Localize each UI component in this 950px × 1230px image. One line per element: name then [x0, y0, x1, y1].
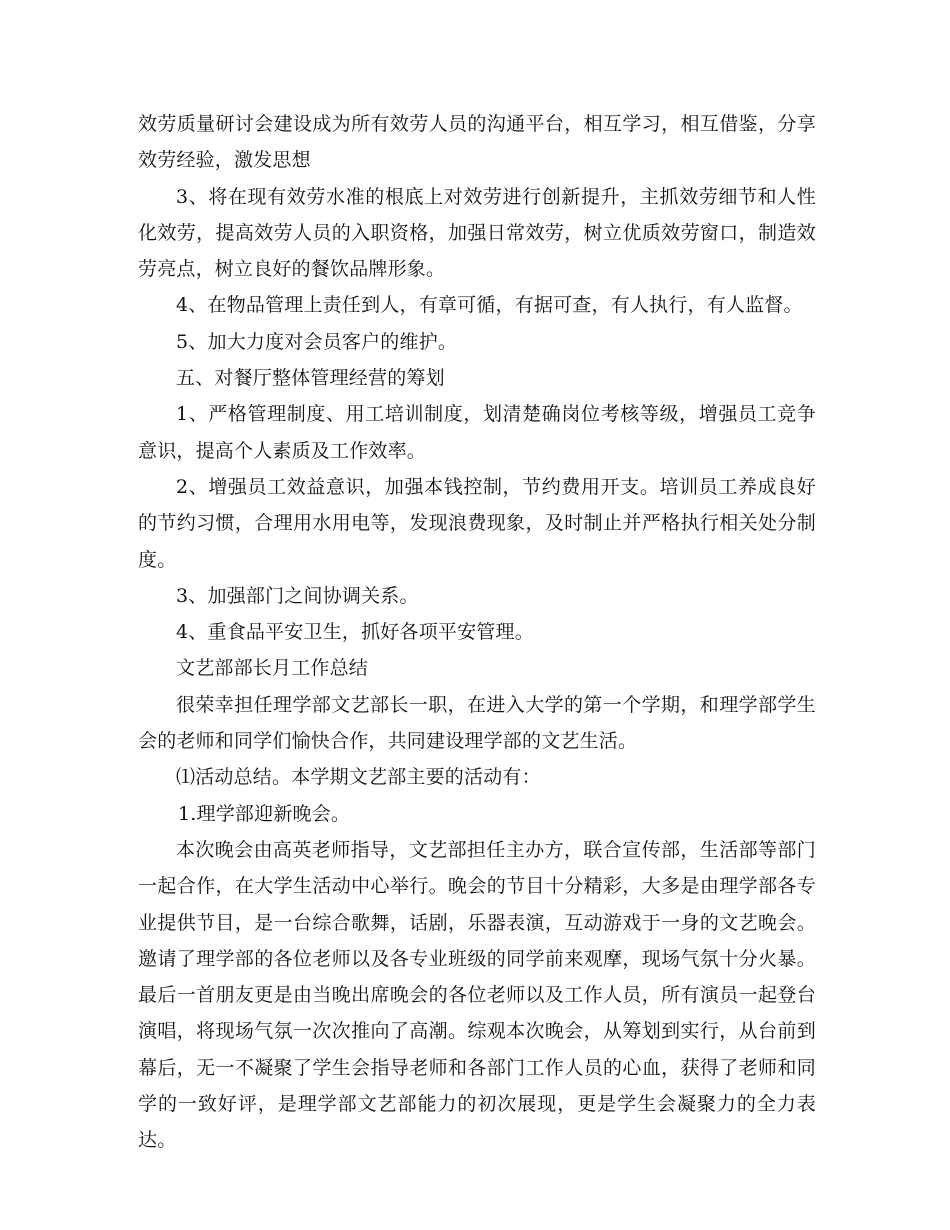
paragraph-mgmt-1: 1、严格管理制度、用工培训制度，划清楚确岗位考核等级，增强员工竞争意识，提高个人素质及工作效率。: [138, 403, 816, 462]
paragraph-activity-1: 1.理学部迎新晚会。: [178, 802, 351, 825]
paragraph-item-3: 3、将在现有效劳水准的根底上对效劳进行创新提升，主抓效劳细节和人性化效劳，提高效劳人员的入职资格，加强日常效劳，树立优质效劳窗口，制造效劳亮点，树立良好的餐饮品牌形象。: [138, 185, 816, 281]
paragraph-intro: 很荣幸担任理学部文艺部长一职，在进入大学的第一个学期，和理学部学生会的老师和同学们愉快合作，共同建设理学部的文艺生活。: [138, 693, 816, 753]
paragraph-mgmt-3: 3、加强部门之间协调关系。: [176, 584, 419, 607]
section-heading-five: 五、对餐厅整体管理经营的筹划: [176, 367, 445, 390]
paragraph-event-description: 本次晚会由高英老师指导，文艺部担任主办方，联合宣传部，生活部等部门一起合作，在大学生活动中心举行。晚会的节目十分精彩，大多是由理学部各专业提供节目，是一台综合歌舞，话剧，乐器表演，互动游戏于一身的文艺晚会。邀请了理学部的各位老师以及各专业班级的同学前来观摩，现场气氛十分火暴。最后一首朋友更是由当晚出席晚会的各位老师以及工作人员，所有演员一起登台演唱，将现场气氛一次次推向了高潮。综观本次晚会，从筹划到实行，从台前到幕后，无一不凝聚了学生会指导老师和各部门工作人员的心血，获得了老师和同学的一致好评，是理学部文艺部能力的初次展现，更是学生会凝聚力的全力表达。: [138, 838, 816, 1152]
paragraph-activity-summary: ⑴活动总结。本学期文艺部主要的活动有：: [176, 766, 541, 789]
paragraph-mgmt-4: 4、重食品平安卫生，抓好各项平安管理。: [176, 621, 534, 644]
paragraph-mgmt-2: 2、增强员工效益意识，加强本钱控制，节约费用开支。培训员工养成良好的节约习惯，合理用水用电等，发现浪费现象，及时制止并严格执行相关处分制度。: [138, 475, 816, 571]
document-body: [138, 106, 816, 1159]
paragraph-item-5: 5、加大力度对会员客户的维护。: [176, 330, 458, 353]
paragraph-item-4: 4、在物品管理上责任到人，有章可循，有据可查，有人执行，有人监督。: [176, 294, 803, 317]
report-title: 文艺部部长月工作总结: [176, 657, 369, 680]
paragraph-continuation: 效劳质量研讨会建设成为所有效劳人员的沟通平台，相互学习，相互借鉴，分享效劳经验，激发思想: [138, 113, 816, 172]
